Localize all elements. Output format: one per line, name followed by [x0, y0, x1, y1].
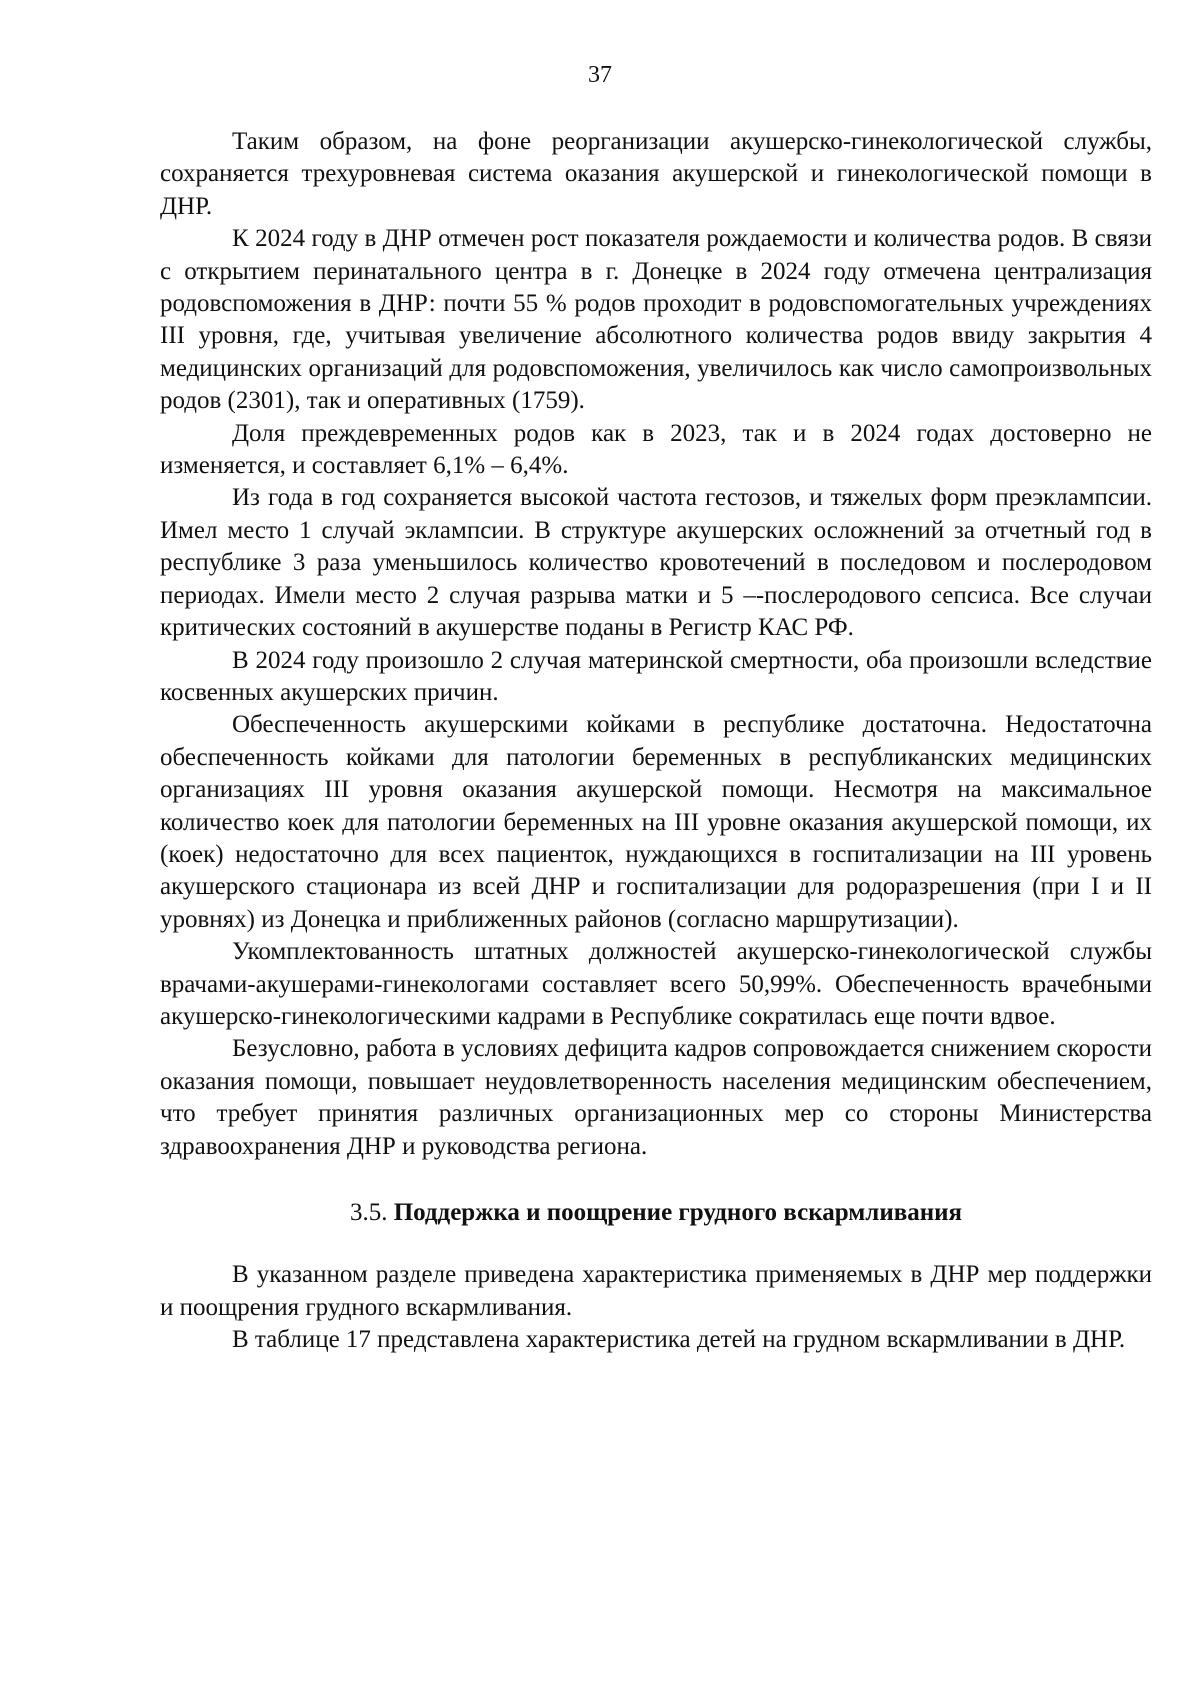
- section-title: Поддержка и поощрение грудного вскармливания: [393, 1199, 963, 1226]
- paragraph: В таблице 17 представлена характеристика детей на грудном вскармливании в ДНР.: [232, 1326, 1126, 1354]
- section-number: 3.5.: [349, 1199, 388, 1226]
- paragraph: Таким образом, на фоне реорганизации акушерско-гинекологической службы, сохраняется трехуровневая система оказания акушерской и гинекологической помощи в ДНР.: [160, 128, 1152, 220]
- paragraph: Укомплектованность штатных должностей акушерско-гинекологической службы врачами-акушерами-гинекологами составляет всего 50,99%. Обеспеченность врачебными акушерско-гинекологическими кадрами в Республике сократилась еще почти вдвое.: [160, 938, 1152, 1030]
- paragraph: Безусловно, работа в условиях дефицита кадров сопровождается снижением скорости оказания помощи, повышает неудовлетворенность населения медицинским обеспечением, что требует принятия различных организационных мер со стороны Министерства здравоохранения ДНР и руководства региона.: [160, 1035, 1152, 1160]
- page-number: 37: [588, 62, 612, 88]
- paragraph: В указанном разделе приведена характеристика применяемых в ДНР мер поддержки и поощрения грудного вскармливания.: [160, 1261, 1152, 1321]
- paragraph: К 2024 году в ДНР отмечен рост показателя рождаемости и количества родов. В связи с открытием перинатального центра в г. Донецке в 2024 году отмечена централизация родовспоможения в ДНР: почти 55 % родов проходит в родовспомогательных учреждениях III уровня, где, учитывая увеличение абсолютного количества родов ввиду закрытия 4 медицинских организаций для родовспоможения, увеличилось как число самопроизвольных родов (2301), так и оперативных (1759).: [160, 225, 1152, 415]
- paragraph: Из года в год сохраняется высокой частота гестозов, и тяжелых форм преэклампсии. Имел место 1 случай эклампсии. В структуре акушерских осложнений за отчетный год в республике 3 раза уменьшилось количество кровотечений в последовом и послеродовом периодах. Имели место 2 случая разрыва матки и 5 –-послеродового сепсиса. Все случаи критических состояний в акушерстве поданы в Регистр КАС РФ.: [160, 484, 1152, 642]
- paragraph: Обеспеченность акушерскими койками в республике достаточна. Недостаточна обеспеченность койками для патологии беременных в республиканских медицинских организациях III уровня оказания акушерской помощи. Несмотря на максимальное количество коек для патологии беременных на III уровне оказания акушерской помощи, их (коек) недостаточно для всех пациенток, нуждающихся в госпитализации на III уровень акушерского стационара из всей ДНР и госпитализации для родоразрешения (при I и II уровнях) из Донецка и приближенных районов (согласно маршрутизации).: [160, 711, 1152, 933]
- paragraph: Доля преждевременных родов как в 2023, так и в 2024 годах достоверно не изменяется, и составляет 6,1% – 6,4%.: [160, 419, 1152, 480]
- section-heading: [160, 1163, 1152, 1259]
- paragraph: В 2024 году произошло 2 случая материнской смертности, оба произошли вследствие косвенных акушерских причин.: [160, 646, 1152, 706]
- page-body: [160, 126, 1152, 1357]
